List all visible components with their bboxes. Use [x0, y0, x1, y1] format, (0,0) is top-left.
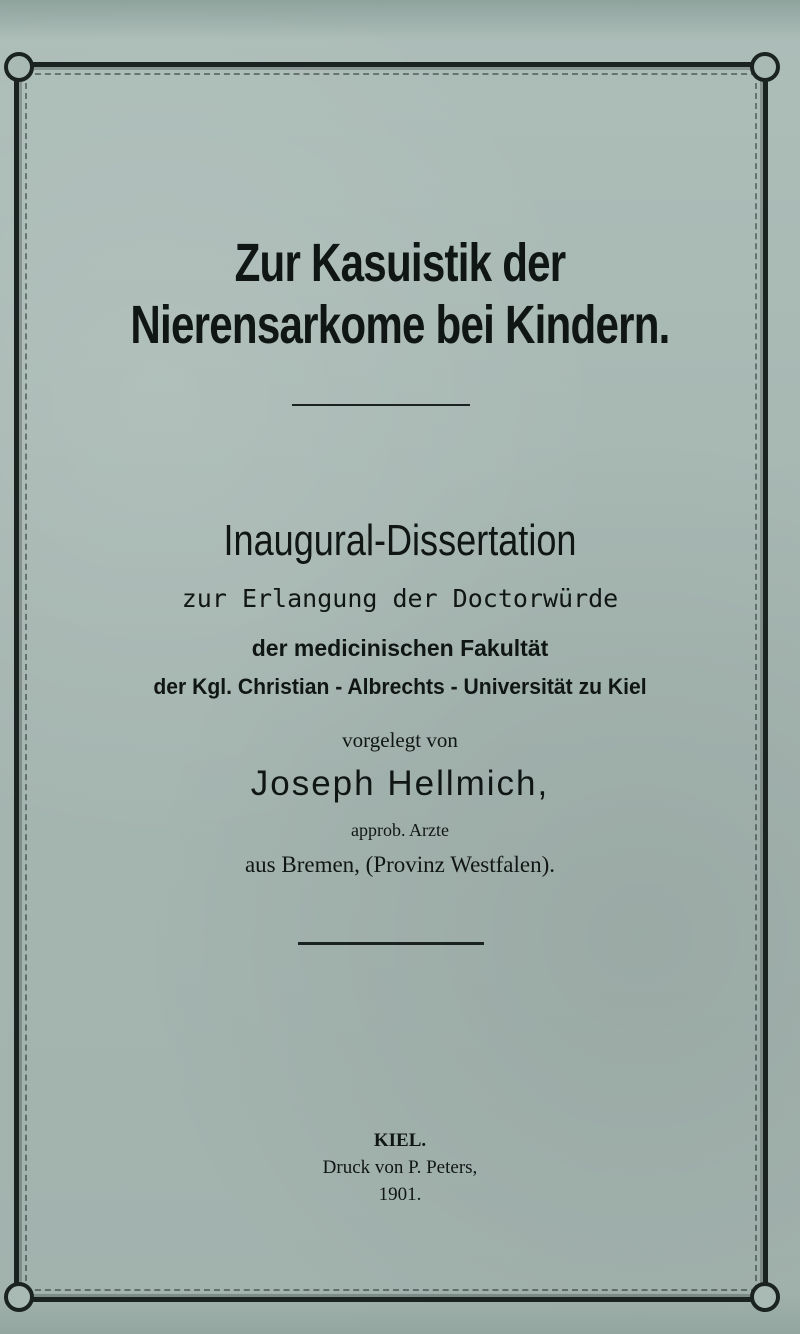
- purpose-line: zur Erlangung der Doctorwürde: [181, 584, 619, 613]
- author-title: approb. Arzte: [351, 820, 449, 840]
- dissertation-heading: Inaugural-Dissertation: [223, 516, 577, 565]
- faculty-line: der medicinischen Fakultät: [251, 635, 549, 661]
- divider-rule: [298, 942, 484, 945]
- author-name: Joseph Hellmich,: [250, 764, 550, 803]
- publication-place: KIEL.: [373, 1130, 427, 1151]
- printer-line: Druck von P. Peters,: [322, 1157, 478, 1178]
- presented-by: vorgelegt von: [342, 728, 458, 752]
- author-origin: aus Bremen, (Provinz Westfalen).: [244, 852, 556, 877]
- divider-rule: [292, 404, 470, 406]
- university-line: der Kgl. Christian - Albrechts - Universität zu Kiel: [153, 674, 647, 699]
- publication-year: 1901.: [378, 1184, 422, 1205]
- document-title: Zur Kasuistik der Nierensarkome bei Kindern.: [130, 233, 670, 355]
